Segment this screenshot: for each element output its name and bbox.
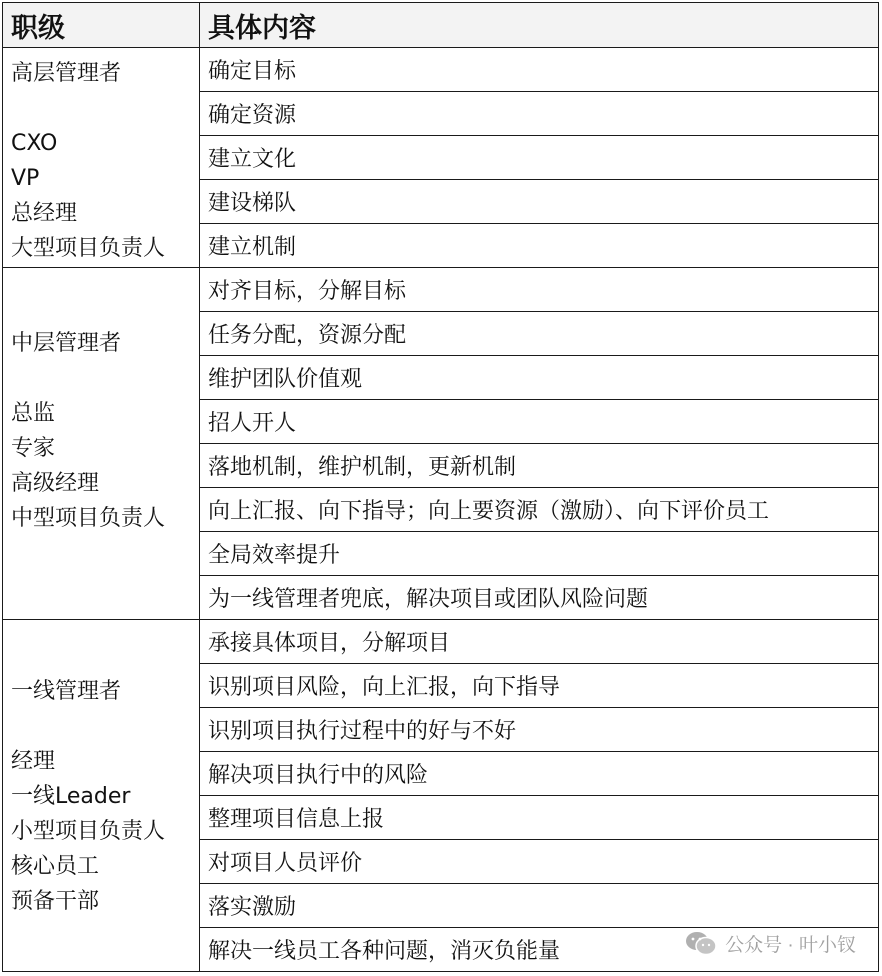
level-role: 总经理 — [11, 201, 78, 226]
level-title: 一线管理者 — [11, 679, 122, 704]
content-cell: 承接具体项目，分解项目 — [200, 620, 879, 664]
level-role: CXO — [11, 131, 58, 156]
content-cell: 识别项目执行过程中的好与不好 — [200, 708, 879, 752]
content-cell: 落实激励 — [200, 884, 879, 928]
content-cell: 解决项目执行中的风险 — [200, 752, 879, 796]
level-role: 经理 — [11, 749, 56, 774]
level-role: 高级经理 — [11, 471, 100, 496]
content-cell: 向上汇报、向下指导；向上要资源（激励）、向下评价员工 — [200, 488, 879, 532]
content-cell: 维护团队价值观 — [200, 356, 879, 400]
role-responsibility-table — [2, 2, 879, 972]
content-cell: 确定目标 — [200, 48, 879, 92]
watermark-text: 公众号 · 叶小钗 — [725, 934, 856, 956]
level-title: 高层管理者 — [11, 61, 122, 86]
header-level: 职级 — [3, 3, 200, 48]
content-cell: 确定资源 — [200, 92, 879, 136]
content-cell: 落地机制，维护机制，更新机制 — [200, 444, 879, 488]
content-cell: 招人开人 — [200, 400, 879, 444]
content-cell: 对齐目标，分解目标 — [200, 268, 879, 312]
level-role: 小型项目负责人 — [11, 819, 166, 844]
content-cell: 建立机制 — [200, 224, 879, 268]
level-role: 专家 — [11, 436, 56, 461]
table-row — [3, 48, 879, 92]
level-role: 大型项目负责人 — [11, 236, 166, 261]
content-cell: 为一线管理者兜底，解决项目或团队风险问题 — [200, 576, 879, 620]
level-role: 预备干部 — [11, 889, 100, 914]
content-cell: 建设梯队 — [200, 180, 879, 224]
level-role: 核心员工 — [11, 854, 100, 879]
table-row — [3, 268, 879, 312]
content-cell: 解决一线员工各种问题，消灭负能量 — [200, 928, 879, 972]
content-cell: 对项目人员评价 — [200, 840, 879, 884]
header-row — [3, 3, 879, 48]
content-cell: 全局效率提升 — [200, 532, 879, 576]
table-row — [3, 620, 879, 664]
level-role: 中型项目负责人 — [11, 506, 166, 531]
watermark — [685, 928, 856, 958]
content-cell: 任务分配，资源分配 — [200, 312, 879, 356]
header-content: 具体内容 — [200, 3, 879, 48]
wechat-icon — [685, 930, 717, 956]
level-role: 一线Leader — [11, 784, 131, 809]
level-role: VP — [11, 166, 40, 191]
level-cell-senior — [3, 48, 200, 268]
level-role: 总监 — [11, 401, 56, 426]
level-cell-frontline — [3, 620, 200, 972]
content-cell: 识别项目风险，向上汇报，向下指导 — [200, 664, 879, 708]
content-cell: 建立文化 — [200, 136, 879, 180]
content-cell: 整理项目信息上报 — [200, 796, 879, 840]
level-title: 中层管理者 — [11, 331, 122, 356]
level-cell-middle — [3, 268, 200, 620]
